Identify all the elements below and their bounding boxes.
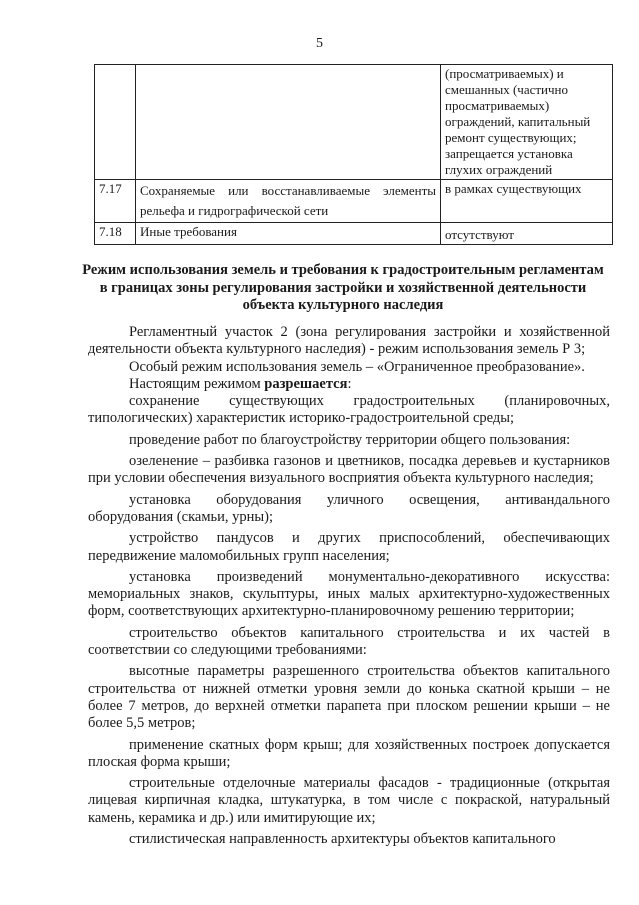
paragraph: Особый режим использования земель – «Ограниченное преобразование». [129, 358, 585, 375]
row-name-cell: Сохраняемые или восстанавливаемые элементы рельефа и гидрографической сети [136, 180, 441, 223]
paragraph: Регламентный участок 2 (зона регулирования застройки и хозяйственной деятельности объекта культурного наследия) - режим использования земель Р 3; [88, 324, 610, 358]
row-number-cell: 7.17 [95, 180, 136, 223]
row-value-cell: (просматриваемых) и смешанных (частично просматриваемых) ограждений, капитальный ремонт существующих; запрещается установка глухих ограждений [441, 65, 613, 180]
row-name-cell: Иные требования [136, 223, 441, 245]
table-row [95, 65, 613, 180]
paragraph: проведение работ по благоустройству территории общего пользования: [129, 431, 571, 448]
row-number-cell [95, 65, 136, 180]
row-value-cell: отсутствуют [441, 223, 613, 245]
row-number-cell: 7.18 [95, 223, 136, 245]
paragraph-text: : [347, 375, 352, 392]
paragraph: сохранение существующих градостроительных (планировочных, типологических) характеристик историко-градостроительной среды; [88, 393, 610, 427]
bold-term: разрешается [264, 375, 348, 392]
paragraph-text: Настоящим режимом [129, 375, 265, 392]
paragraph: строительные отделочные материалы фасадов - традиционные (открытая лицевая кирпичная кладка, штукатурка, в том числе с покраской, натуральный камень, керамика и др.) или имитирующие их; [88, 775, 610, 826]
row-name-cell [136, 65, 441, 180]
paragraph: высотные параметры разрешенного строительства объектов капитального строительства от нижней отметки уровня земли до конька скатной крыши – не более 7 метров, до верхней отметки парапета при плоском решении крыши – не более 5,5 метров; [88, 663, 610, 732]
paragraph: строительство объектов капитального строительства и их частей в соответствии со следующими требованиями: [88, 624, 610, 659]
paragraph: стилистическая направленность архитектуры объектов капитального [129, 831, 556, 848]
page-number: 5 [316, 36, 323, 51]
requirements-table [94, 64, 613, 245]
paragraph: устройство пандусов и других приспособлений, обеспечивающих передвижение маломобильных групп населения; [88, 530, 610, 564]
table-row [95, 180, 613, 223]
paragraph: применение скатных форм крыш; для хозяйственных построек допускается плоская форма крыши; [88, 736, 610, 770]
section-heading: Режим использования земель и требования к градостроительным регламентам в границах зоны регулирования застройки и хозяйственной деятельности объекта культурного наследия [82, 262, 604, 313]
document-body [88, 324, 610, 848]
paragraph: установка произведений монументально-декоративного искусства: мемориальных знаков, скульптуры, иных малых архитектурно-художественных форм, соответствующих архитектурно-планировочному решению территории; [88, 568, 610, 620]
paragraph: установка оборудования уличного освещения, антивандального оборудования (скамьи, урны); [88, 491, 610, 525]
paragraph [88, 376, 610, 393]
paragraph: озеленение – разбивка газонов и цветников, посадка деревьев и кустарников при условии обеспечения визуального восприятия объекта культурного наследия; [88, 453, 610, 487]
table-row [95, 223, 613, 245]
row-value-cell: в рамках существующих [441, 180, 613, 223]
